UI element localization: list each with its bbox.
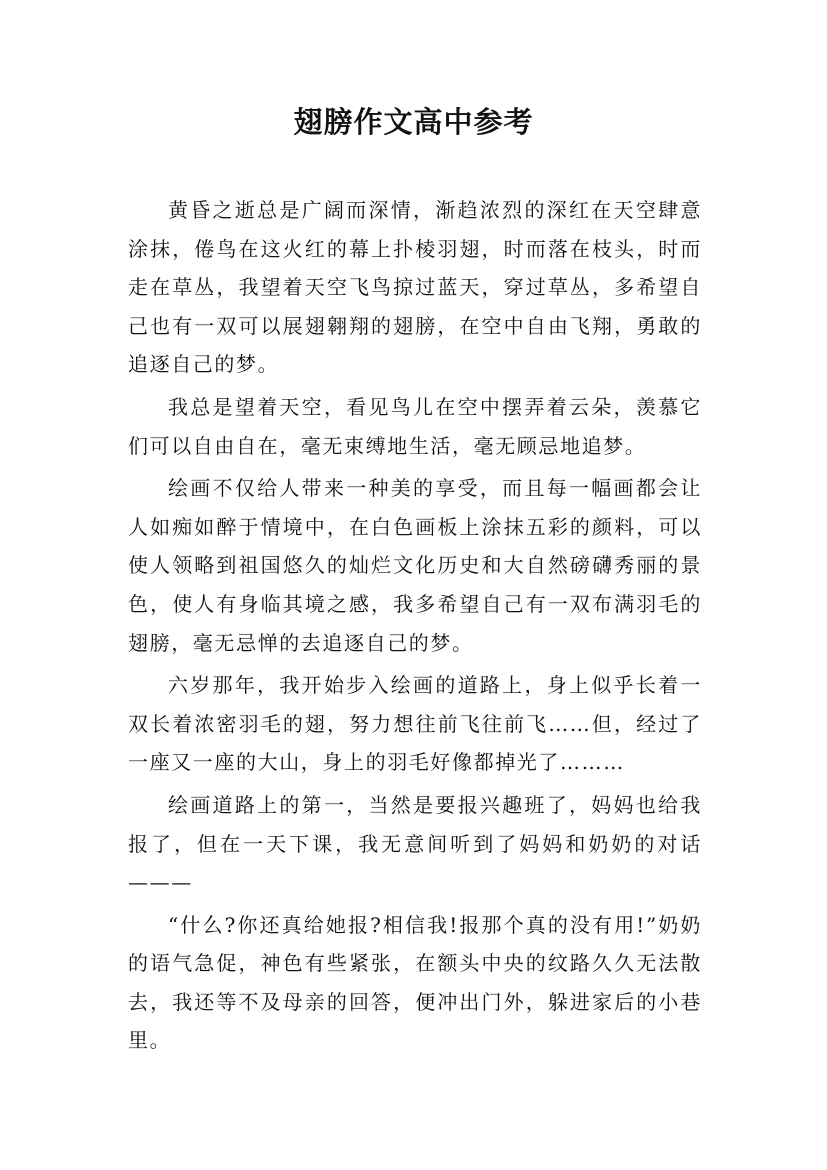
document-title: 翅膀作文高中参考 [293, 105, 534, 139]
paragraph-2: 我总是望着天空，看见鸟儿在空中摆弄着云朵，羡慕它们可以自由自在，毫无束缚地生活，毫无顾忌地追梦。 [128, 394, 702, 458]
paragraph-6: “什么?你还真给她报?相信我!报那个真的没有用!”奶奶的语气急促，神色有些紧张，在额头中央的纹路久久无法散去，我还等不及母亲的回答，便冲出门外，躲进家后的小巷里。 [128, 912, 702, 1053]
paragraph-1: 黄昏之逝总是广阔而深情，渐趋浓烈的深红在天空肆意涂抹，倦鸟在这火红的幕上扑棱羽翅，时而落在枝头，时而走在草丛，我望着天空飞鸟掠过蓝天，穿过草丛，多希望自己也有一双可以展翅翱翔的翅膀，在空中自由飞翔，勇敢的追逐自己的梦。 [128, 198, 702, 377]
paragraph-5: 绘画道路上的第一，当然是要报兴趣班了，妈妈也给我报了，但在一天下课，我无意间听到了妈妈和奶奶的对话——— [128, 792, 702, 895]
paragraph-4: 六岁那年，我开始步入绘画的道路上，身上似乎长着一双长着浓密羽毛的翅，努力想往前飞往前飞……但，经过了一座又一座的大山，身上的羽毛好像都掉光了……… [128, 673, 702, 775]
document-body [128, 191, 702, 1060]
paragraph-3: 绘画不仅给人带来一种美的享受，而且每一幅画都会让人如痴如醉于情境中，在白色画板上涂抹五彩的颜料，可以使人领略到祖国悠久的灿烂文化历史和大自然磅礴秀丽的景色，使人有身临其境之感，我多希望自己有一双布满羽毛的翅膀，毫无忌惮的去追逐自己的梦。 [128, 476, 702, 655]
